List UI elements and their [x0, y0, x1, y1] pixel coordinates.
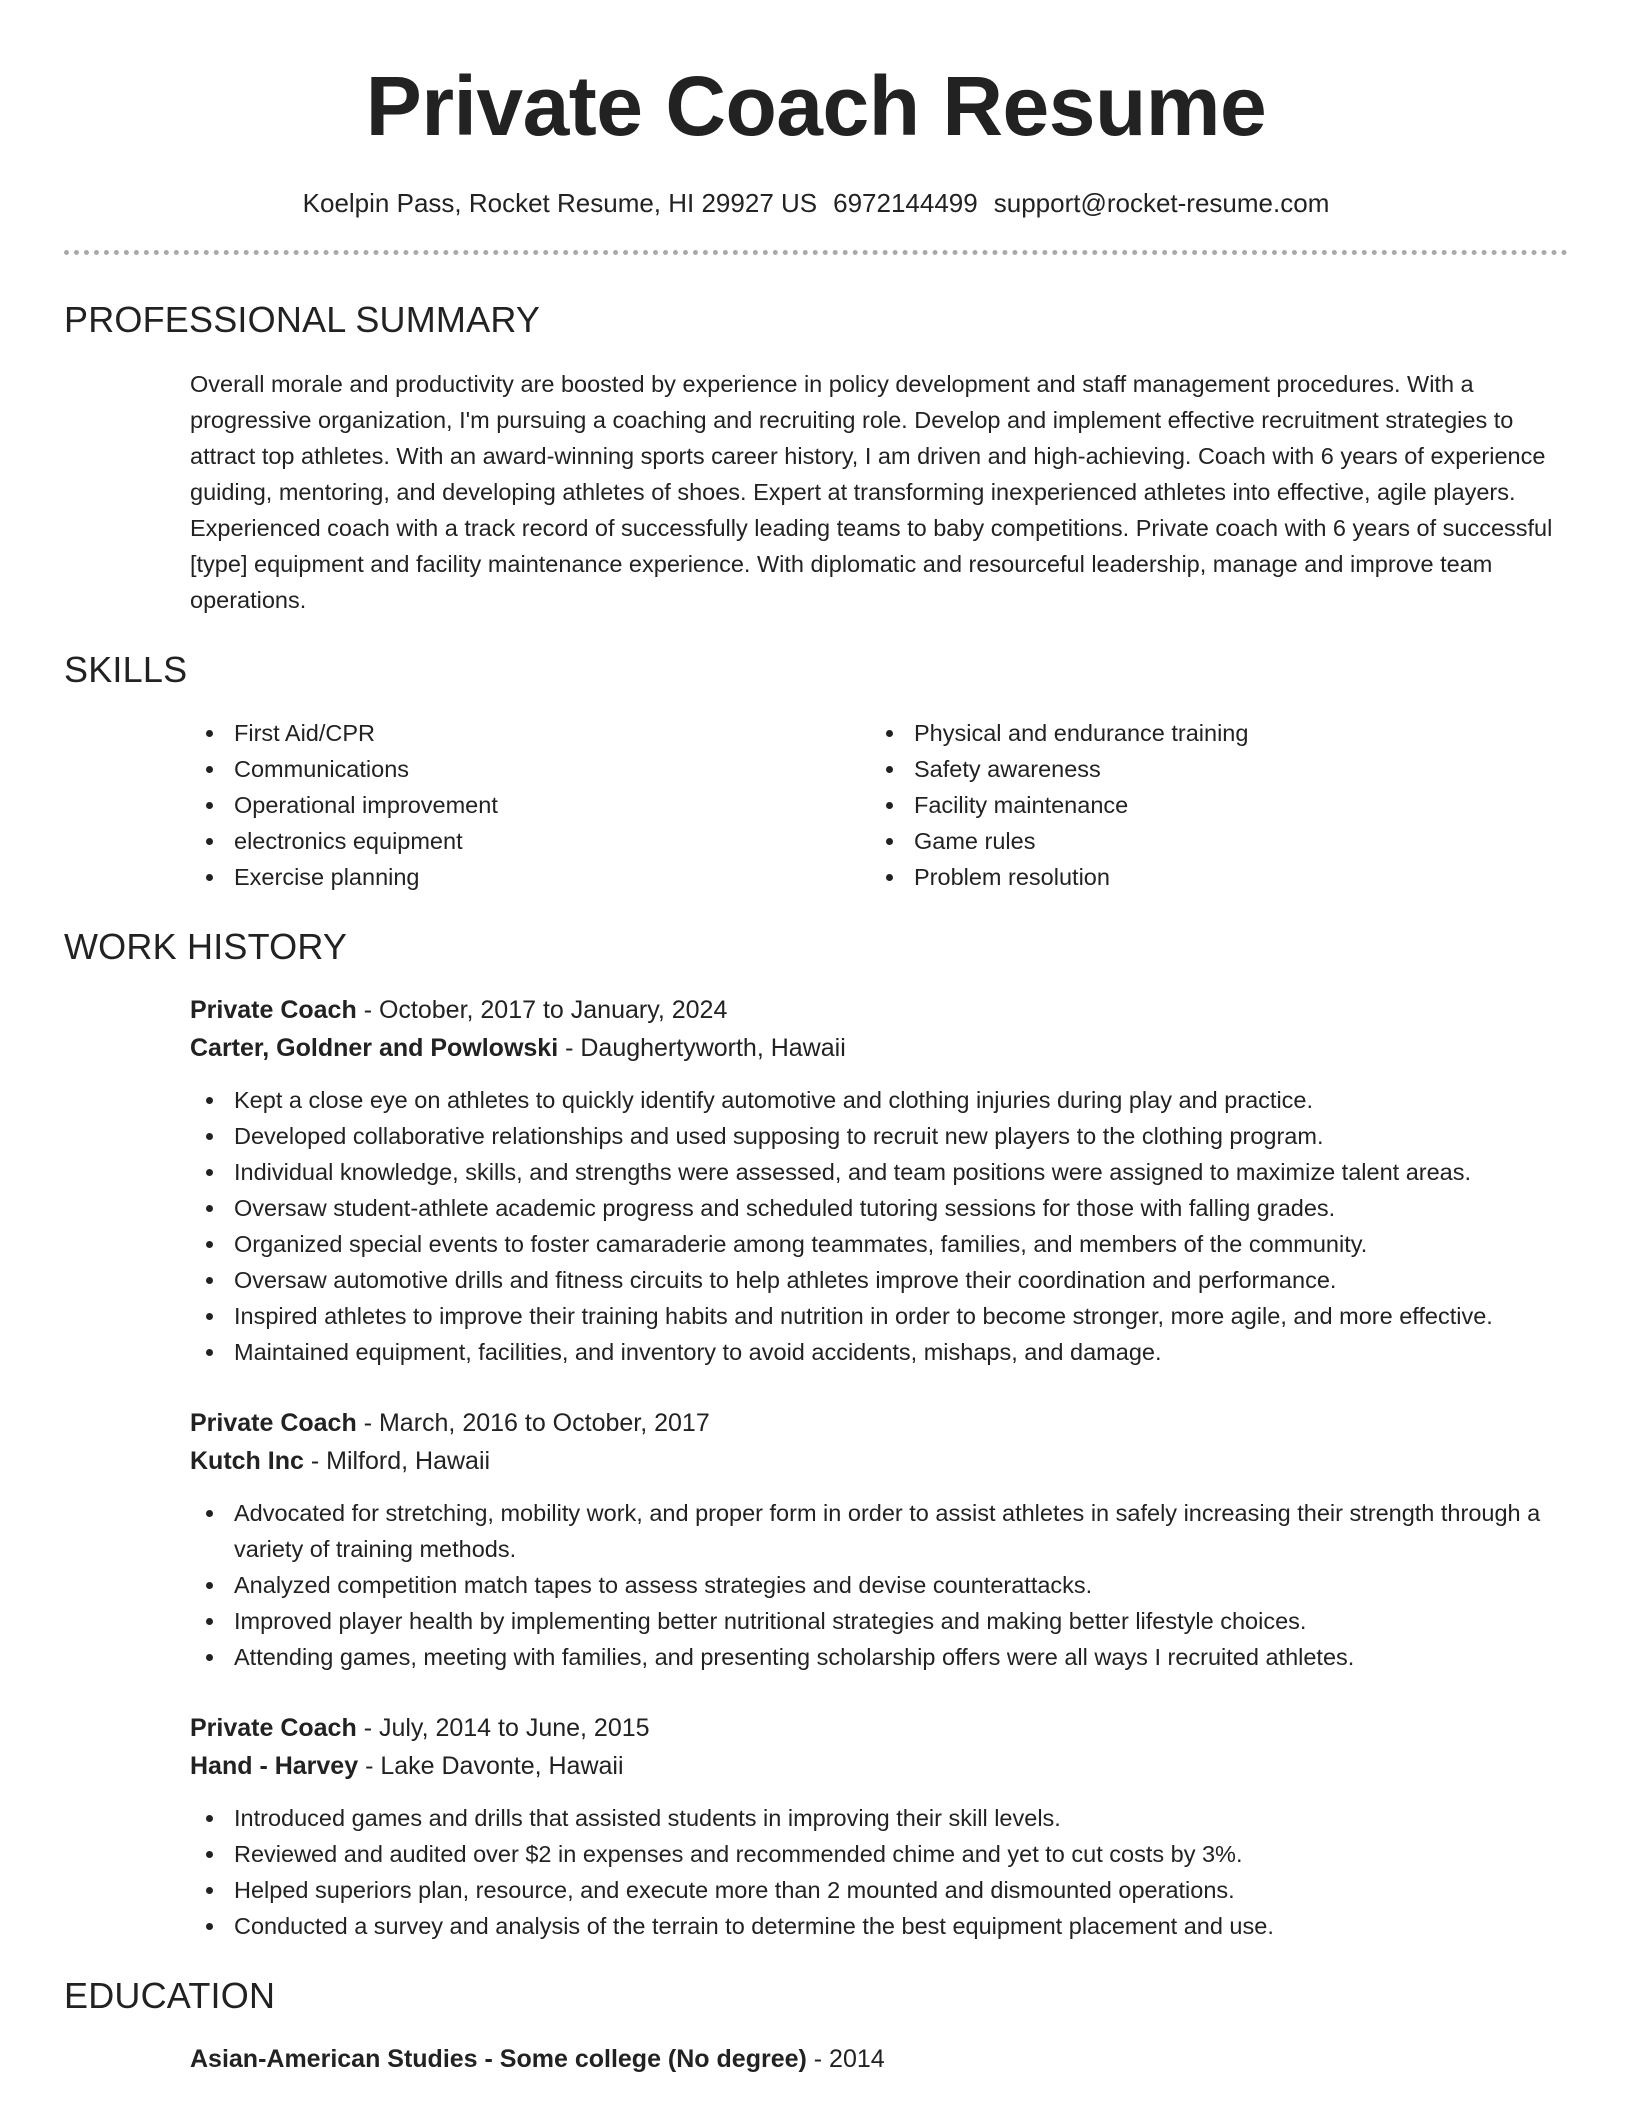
education-year: - 2014 [806, 2045, 885, 2073]
skill-item: Operational improvement [190, 787, 870, 823]
skill-item: Exercise planning [190, 859, 870, 895]
job-title: Private Coach [190, 1714, 357, 1742]
job-bullet: Analyzed competition match tapes to assess strategies and devise counterattacks. [190, 1567, 1568, 1603]
job-bullet: Helped superiors plan, resource, and execute more than 2 mounted and dismounted operations. [190, 1872, 1568, 1908]
job-bullet: Oversaw automotive drills and fitness circuits to help athletes improve their coordination and performance. [190, 1262, 1568, 1298]
job-bullets [190, 1800, 1568, 1944]
job-bullet: Attending games, meeting with families, and presenting scholarship offers were all ways I recruited athletes. [190, 1639, 1568, 1675]
job-bullet: Maintained equipment, facilities, and inventory to avoid accidents, mishaps, and damage. [190, 1334, 1568, 1370]
job-company-line [190, 1442, 1568, 1480]
contact-email: support@rocket-resume.com [993, 188, 1330, 218]
job-dates: - March, 2016 to October, 2017 [356, 1409, 710, 1437]
job-bullets [190, 1082, 1568, 1370]
job-company: Hand - Harvey [190, 1752, 359, 1780]
contact-info [64, 186, 1568, 220]
job-title: Private Coach [190, 1409, 357, 1437]
job-title-line [190, 991, 1568, 1029]
job-location: - Lake Davonte, Hawaii [358, 1752, 624, 1780]
job-location: - Daughertyworth, Hawaii [558, 1034, 846, 1062]
contact-phone: 6972144499 [833, 188, 978, 218]
job-company-line [190, 1747, 1568, 1785]
job-bullets [190, 1495, 1568, 1675]
summary-text: Overall morale and productivity are boosted by experience in policy development and staff management procedures. With a progressive organization, I'm pursuing a coaching and recruiting role. Develop and implement effective recruitment strategies to attract top athletes. With an award-winning sports career history, I am driven and high-achieving. Coach with 6 years of experience guiding, mentoring, and developing athletes of shoes. Expert at transforming inexperienced athletes into effective, agile players. Experienced coach with a track record of successfully leading teams to baby competitions. Private coach with 6 years of successful [type] equipment and facility maintenance experience. With diplomatic and resourceful leadership, manage and improve team operations. [190, 371, 1553, 613]
education-entry [190, 2040, 1568, 2078]
job-entry [190, 1709, 1568, 1944]
education-degree: Asian-American Studies - Some college (No degree) [190, 2045, 807, 2073]
job-bullet: Reviewed and audited over $2 in expenses and recommended chime and yet to cut costs by 3%. [190, 1836, 1568, 1872]
job-bullet: Kept a close eye on athletes to quickly identify automotive and clothing injuries during play and practice. [190, 1082, 1568, 1118]
job-bullet: Inspired athletes to improve their training habits and nutrition in order to become stronger, more agile, and more effective. [190, 1298, 1568, 1334]
summary-heading: PROFESSIONAL SUMMARY [64, 299, 541, 340]
skills-column-right [870, 715, 1550, 895]
skills-list [190, 715, 1568, 895]
skill-item: Physical and endurance training [870, 715, 1550, 751]
skills-column-left [190, 715, 870, 895]
job-company: Carter, Goldner and Powlowski [190, 1034, 559, 1062]
job-bullet: Individual knowledge, skills, and strengths were assessed, and team positions were assigned to maximize talent areas. [190, 1154, 1568, 1190]
resume-title: Private Coach Resume [365, 59, 1267, 153]
skills-heading: SKILLS [64, 649, 188, 690]
job-bullet: Introduced games and drills that assisted students in improving their skill levels. [190, 1800, 1568, 1836]
job-dates: - October, 2017 to January, 2024 [356, 996, 728, 1024]
job-title-line [190, 1709, 1568, 1747]
job-bullet: Advocated for stretching, mobility work, and proper form in order to assist athletes in safely increasing their strength through a variety of training methods. [190, 1495, 1568, 1567]
job-title-line [190, 1404, 1568, 1442]
job-entry [190, 991, 1568, 1370]
job-bullet: Oversaw student-athlete academic progress and scheduled tutoring sessions for those with falling grades. [190, 1190, 1568, 1226]
skill-item: Safety awareness [870, 751, 1550, 787]
job-bullet: Organized special events to foster camaraderie among teammates, families, and members of the community. [190, 1226, 1568, 1262]
job-entry [190, 1404, 1568, 1675]
skill-item: Communications [190, 751, 870, 787]
job-bullet: Improved player health by implementing better nutritional strategies and making better lifestyle choices. [190, 1603, 1568, 1639]
job-dates: - July, 2014 to June, 2015 [356, 1714, 650, 1742]
skill-item: Problem resolution [870, 859, 1550, 895]
job-bullet: Conducted a survey and analysis of the terrain to determine the best equipment placement and use. [190, 1908, 1568, 1944]
header-divider [64, 250, 1568, 255]
education-heading: EDUCATION [64, 1975, 276, 2016]
job-company-line [190, 1029, 1568, 1067]
skill-item: First Aid/CPR [190, 715, 870, 751]
skill-item: Game rules [870, 823, 1550, 859]
job-location: - Milford, Hawaii [303, 1447, 491, 1475]
skill-item: electronics equipment [190, 823, 870, 859]
skill-item: Facility maintenance [870, 787, 1550, 823]
contact-address: Koelpin Pass, Rocket Resume, HI 29927 US [302, 188, 818, 218]
job-title: Private Coach [190, 996, 357, 1024]
resume-page [64, 0, 1568, 2078]
job-bullet: Developed collaborative relationships and used supposing to recruit new players to the clothing program. [190, 1118, 1568, 1154]
work-history-heading: WORK HISTORY [64, 926, 348, 967]
job-company: Kutch Inc [190, 1447, 304, 1475]
